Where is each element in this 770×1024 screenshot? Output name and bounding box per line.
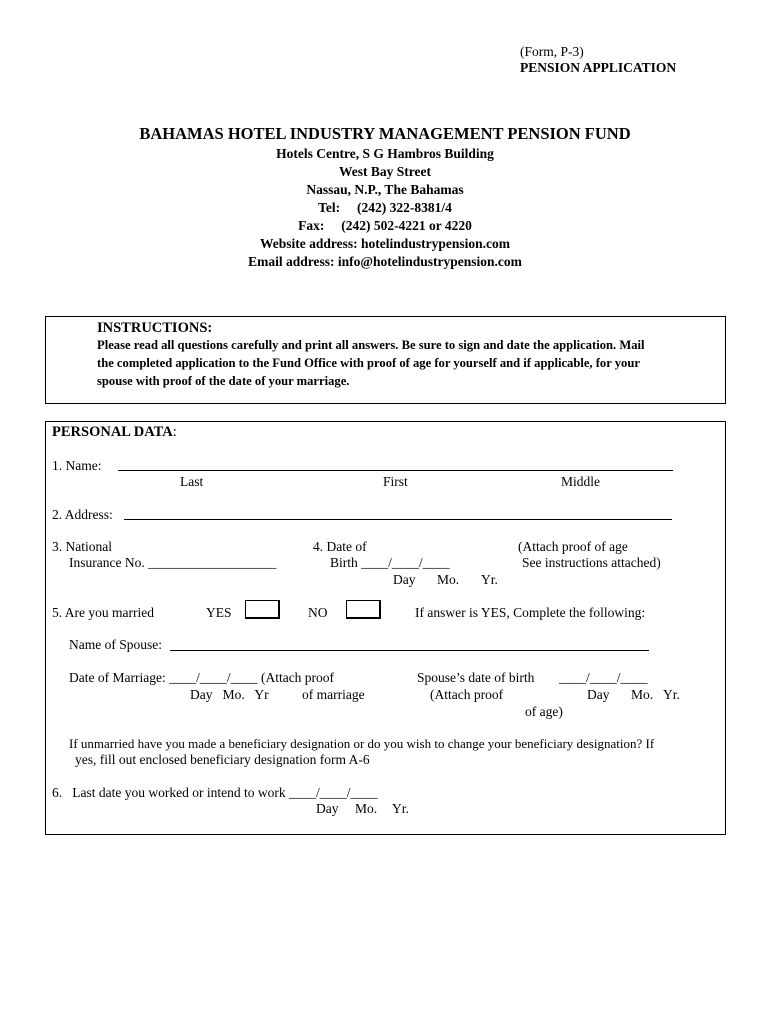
name-first-caption: First xyxy=(383,474,408,489)
org-name: BAHAMAS HOTEL INDUSTRY MANAGEMENT PENSION FUND xyxy=(139,124,631,143)
spouse-dob-month-caption: Mo. xyxy=(631,687,654,702)
married-label: 5. Are you married xyxy=(52,605,154,620)
org-address-line1: Hotels Centre, S G Hambros Building xyxy=(276,146,494,161)
dob-proof-note-1: (Attach proof of age xyxy=(518,539,628,554)
instructions-line-2: the completed application to the Fund Office with proof of age for yourself and if applicable, for your xyxy=(97,356,640,370)
personal-data-colon: : xyxy=(172,424,177,440)
personal-data-title: PERSONAL DATA xyxy=(52,424,173,440)
org-website: Website address: hotelindustrypension.com xyxy=(260,236,510,251)
instructions-line-3: spouse with proof of the date of your marriage. xyxy=(97,374,350,388)
marriage-date-field[interactable]: Date of Marriage: ____/____/____ (Attach proof xyxy=(69,670,335,685)
married-no-checkbox[interactable] xyxy=(346,600,381,619)
spouse-dob-proof-end: of age) xyxy=(525,704,563,719)
spouse-name-field[interactable] xyxy=(170,650,649,651)
instructions-line-1: Please read all questions carefully and print all answers. Be sure to sign and date the application. Mail xyxy=(97,338,645,352)
marriage-date-captions: Day Mo. Yr xyxy=(190,687,269,702)
personal-data-heading xyxy=(52,424,177,441)
org-tel: Tel: (242) 322-8381/4 xyxy=(318,200,452,215)
last-date-day-caption: Day xyxy=(316,801,339,816)
unmarried-note-line-2: yes, fill out enclosed beneficiary designation form A-6 xyxy=(75,752,370,767)
dob-day-caption: Day xyxy=(393,572,416,587)
national-insurance-label: 3. National xyxy=(52,539,112,554)
national-insurance-field[interactable]: Insurance No. ___________________ xyxy=(69,555,277,570)
org-email: Email address: info@hotelindustrypension.com xyxy=(248,254,522,269)
instructions-heading: INSTRUCTIONS: xyxy=(97,320,213,336)
org-address-line3: Nassau, N.P., The Bahamas xyxy=(306,182,464,197)
last-date-month-caption: Mo. xyxy=(355,801,378,816)
spouse-dob-proof-note: (Attach proof xyxy=(430,687,504,702)
dob-proof-note-2: See instructions attached) xyxy=(522,555,661,570)
address-label: 2. Address: xyxy=(52,507,113,522)
address-field[interactable] xyxy=(124,519,672,520)
name-label: 1. Name: xyxy=(52,458,102,473)
last-date-worked-field[interactable]: 6. Last date you worked or intend to work ____/____/____ xyxy=(52,785,378,800)
date-of-birth-label: 4. Date of xyxy=(313,539,367,554)
marriage-proof-note: of marriage xyxy=(302,687,365,702)
married-no-label: NO xyxy=(308,605,328,620)
spouse-dob-year-caption: Yr. xyxy=(663,687,680,702)
spouse-dob-field[interactable]: ____/____/____ xyxy=(559,670,648,685)
date-of-birth-field[interactable]: Birth ____/____/____ xyxy=(330,555,450,570)
spouse-dob-day-caption: Day xyxy=(587,687,610,702)
org-fax: Fax: (242) 502-4221 or 4220 xyxy=(298,218,472,233)
org-address-line2: West Bay Street xyxy=(339,164,431,179)
spouse-dob-label: Spouse’s date of birth xyxy=(417,670,535,685)
dob-month-caption: Mo. xyxy=(437,572,460,587)
last-date-year-caption: Yr. xyxy=(392,801,409,816)
name-middle-caption: Middle xyxy=(561,474,600,489)
form-id: (Form, P-3) xyxy=(520,44,584,59)
name-last-caption: Last xyxy=(180,474,204,489)
married-yes-checkbox[interactable] xyxy=(245,600,280,619)
name-field[interactable] xyxy=(118,470,673,471)
form-title: PENSION APPLICATION xyxy=(520,60,677,75)
married-yes-note: If answer is YES, Complete the following: xyxy=(415,605,646,620)
unmarried-note-line-1: If unmarried have you made a beneficiary designation or do you wish to change your beneficiary designation? If xyxy=(69,736,655,751)
married-yes-label: YES xyxy=(206,605,232,620)
dob-year-caption: Yr. xyxy=(481,572,498,587)
spouse-name-label: Name of Spouse: xyxy=(69,637,162,652)
